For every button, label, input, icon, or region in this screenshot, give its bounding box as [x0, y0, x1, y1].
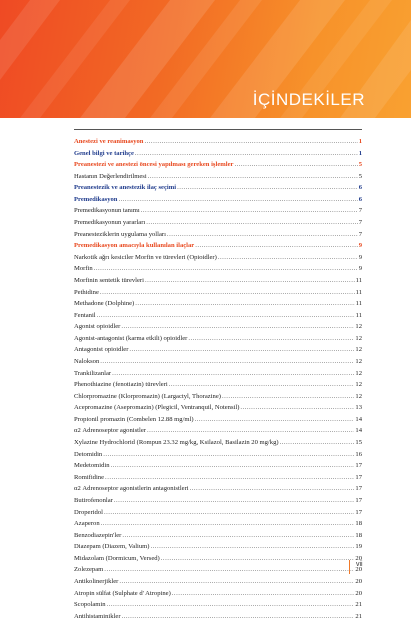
- toc-entry[interactable]: [74, 495, 362, 507]
- toc-leader-dots: [195, 414, 355, 426]
- toc-entry-title: Acepromazine (Asepromazin) (Plegicil, Ventranquil, Notensil): [74, 404, 240, 412]
- toc-entry-page: 21: [355, 612, 362, 620]
- toc-entry[interactable]: [74, 148, 362, 160]
- toc-entry-title: Scopolamin: [74, 601, 106, 609]
- toc-leader-dots: [112, 368, 354, 380]
- toc-entry-title: α2 Adrenoseptor agonistler: [74, 427, 146, 435]
- toc-entry[interactable]: [74, 217, 362, 229]
- toc-entry-page: 9: [358, 242, 362, 250]
- toc-entry[interactable]: [74, 344, 362, 356]
- toc-leader-dots: [151, 541, 355, 553]
- toc-entry[interactable]: [74, 576, 362, 588]
- toc-entry[interactable]: [74, 553, 362, 565]
- toc-entry-page: 12: [355, 381, 362, 389]
- toc-entry[interactable]: [74, 298, 362, 310]
- toc-entry-title: Butirofenonlar: [74, 496, 113, 504]
- toc-entry-page: 20: [355, 554, 362, 562]
- toc-entry-page: 16: [355, 450, 362, 458]
- toc-entry-page: 19: [355, 543, 362, 551]
- toc-entry-title: Midazolam (Dormicum, Versed): [74, 554, 160, 562]
- toc-entry-page: 11: [355, 311, 362, 319]
- toc-leader-dots: [177, 182, 358, 194]
- toc-entry[interactable]: [74, 356, 362, 368]
- toc-entry-page: 9: [358, 253, 362, 261]
- toc-entry-title: Benzodiazepin'ler: [74, 531, 122, 539]
- toc-entry-title: Preanestezi ve anestezi öncesi yapılması gereken işlemler: [74, 161, 234, 169]
- toc-leader-dots: [104, 564, 354, 576]
- toc-entry[interactable]: [74, 252, 362, 264]
- footer-accent-bar: [349, 560, 350, 574]
- toc-entry-page: 11: [355, 288, 362, 296]
- toc-entry[interactable]: [74, 564, 362, 576]
- toc-entry-title: Diazepam (Diazem, Valium): [74, 543, 150, 551]
- toc-entry-page: 12: [355, 392, 362, 400]
- toc-entry[interactable]: [74, 611, 362, 622]
- toc-entry-title: Fentanil: [74, 311, 96, 319]
- toc-entry-page: 17: [355, 462, 362, 470]
- toc-entry[interactable]: [74, 287, 362, 299]
- toc-entry[interactable]: [74, 263, 362, 275]
- toc-entry-title: Premedikasyon: [74, 195, 118, 203]
- toc-entry-page: 18: [355, 531, 362, 539]
- toc-leader-dots: [122, 611, 355, 622]
- toc-entry-page: 15: [355, 439, 362, 447]
- toc-leader-dots: [101, 518, 355, 530]
- toc-leader-dots: [104, 507, 354, 519]
- toc-entry[interactable]: [74, 472, 362, 484]
- toc-leader-dots: [234, 159, 357, 171]
- toc-entry[interactable]: [74, 518, 362, 530]
- toc-leader-dots: [129, 344, 354, 356]
- toc-entry[interactable]: [74, 171, 362, 183]
- toc-leader-dots: [146, 217, 357, 229]
- page-number: vii: [356, 561, 363, 568]
- toc-entry[interactable]: [74, 321, 362, 333]
- toc-entry-title: Romifidine: [74, 473, 105, 481]
- toc-leader-dots: [103, 449, 354, 461]
- toc-leader-dots: [121, 321, 354, 333]
- toc-leader-dots: [107, 599, 355, 611]
- toc-entry[interactable]: [74, 437, 362, 449]
- toc-entry[interactable]: [74, 275, 362, 287]
- toc-leader-dots: [222, 391, 354, 403]
- toc-leader-dots: [188, 333, 354, 345]
- toc-entry[interactable]: [74, 182, 362, 194]
- toc-leader-dots: [190, 483, 355, 495]
- toc-entry-title: Medetomidin: [74, 462, 110, 470]
- toc-entry[interactable]: [74, 391, 362, 403]
- toc-entry-page: 12: [355, 334, 362, 342]
- toc-entry-page: 11: [355, 300, 362, 308]
- toc-leader-dots: [240, 402, 354, 414]
- toc-entry[interactable]: [74, 159, 362, 171]
- toc-entry-title: Narkotik ağrı kesiciler Morfin ve türevleri (Opioidler): [74, 253, 217, 261]
- toc-entry-title: Preanesteziklerin uygulama yolları: [74, 230, 166, 238]
- toc-entry-title: Pethidine: [74, 288, 99, 296]
- toc-entry-page: 20: [355, 589, 362, 597]
- toc-entry[interactable]: [74, 194, 362, 206]
- toc-leader-dots: [119, 576, 354, 588]
- toc-entry-title: Methadone (Dolphine): [74, 300, 135, 308]
- toc-leader-dots: [100, 356, 354, 368]
- toc-entry[interactable]: [74, 240, 362, 252]
- toc-entry-page: 13: [355, 404, 362, 412]
- toc-top-rule: [74, 129, 362, 130]
- toc-entry-title: Atropin sülfat (Sulphate d' Atropine): [74, 589, 171, 597]
- toc-leader-dots: [169, 379, 355, 391]
- toc-leader-dots: [145, 275, 355, 287]
- toc-entry-title: Premedikasyon amacıyla kullanılan ilaçlar: [74, 242, 195, 250]
- toc-entry-page: 20: [355, 566, 362, 574]
- toc-entry-title: Trankilizanlar: [74, 369, 112, 377]
- toc-entry[interactable]: [74, 588, 362, 600]
- toc-leader-dots: [195, 240, 357, 252]
- toc-entry-page: 20: [355, 577, 362, 585]
- toc-entry-title: Chlorpromazine (Klorpromazin) (Largactyl, Thorazine): [74, 392, 221, 400]
- toc-entry[interactable]: [74, 229, 362, 241]
- toc-entry[interactable]: [74, 541, 362, 553]
- toc-entry-title: Anestezi ve reanimasyon: [74, 138, 144, 145]
- toc-leader-dots: [141, 205, 358, 217]
- toc-leader-dots: [135, 298, 354, 310]
- header-banner: [0, 0, 411, 118]
- toc-entry-page: 17: [355, 508, 362, 516]
- toc-entry-page: 12: [355, 357, 362, 365]
- toc-entry-page: 18: [355, 520, 362, 528]
- toc-entry-title: Nalokson: [74, 357, 100, 365]
- toc-leader-dots: [135, 148, 358, 160]
- toc-entry-title: Morfin: [74, 265, 93, 273]
- toc-entry-page: 6: [358, 195, 362, 203]
- toc-leader-dots: [100, 287, 355, 299]
- toc-leader-dots: [111, 460, 355, 472]
- toc-entry[interactable]: [74, 136, 362, 148]
- toc-entry[interactable]: [74, 460, 362, 472]
- toc-entry-page: 1: [358, 149, 362, 157]
- toc-entry-title: Agonist-antagonist (karma etkili) opioidler: [74, 334, 188, 342]
- toc-entry-page: 17: [355, 473, 362, 481]
- toc-entry-title: α2 Adrenoseptor agonistlerin antagonistleri: [74, 485, 189, 493]
- toc-entry[interactable]: [74, 530, 362, 542]
- toc-entry[interactable]: [74, 205, 362, 217]
- toc-entry-page: 14: [355, 415, 362, 423]
- toc-entry-title: Preanestezik ve anestezik ilaç seçimi: [74, 184, 177, 192]
- toc-entry-title: Propionil promazin (Combelen 12.88 mg/ml): [74, 415, 194, 423]
- toc-entry-title: Genel bilgi ve tarihçe: [74, 149, 134, 157]
- toc-entry[interactable]: [74, 414, 362, 426]
- toc-entry[interactable]: [74, 599, 362, 611]
- toc-entry-title: Xylazine Hydrochlorid (Rompun 23.32 mg/kg, Ksilazol, Basilazin 20 mg/kg): [74, 439, 279, 447]
- toc-entry-title: Hastanın Değerlendirilmesi: [74, 172, 147, 180]
- toc-entry-page: 21: [355, 601, 362, 609]
- toc-entry-title: Agonist opioidler: [74, 323, 121, 331]
- toc-leader-dots: [148, 171, 358, 183]
- toc-leader-dots: [105, 472, 354, 484]
- toc-entry-page: 5: [358, 172, 362, 180]
- toc-entry[interactable]: [74, 402, 362, 414]
- toc-entry-title: Premedikasyonun yararları: [74, 219, 146, 227]
- toc-entry-title: Detomidin: [74, 450, 103, 458]
- toc-entry[interactable]: [74, 333, 362, 345]
- toc-entry-page: 7: [358, 207, 362, 215]
- page-title: İÇİNDEKİLER: [252, 90, 365, 109]
- toc-entry-page: 12: [355, 323, 362, 331]
- toc-entry[interactable]: [74, 449, 362, 461]
- toc-entry-page: 1: [358, 138, 362, 145]
- toc-entry-title: Antagonist opioidler: [74, 346, 129, 354]
- toc-entry-page: 14: [355, 427, 362, 435]
- toc-entry-page: 17: [355, 496, 362, 504]
- toc-entry-title: Antihistaminikler: [74, 612, 121, 620]
- toc-entry[interactable]: [74, 368, 362, 380]
- toc-entry-page: 11: [355, 276, 362, 284]
- toc-entry-title: Zolezepam: [74, 566, 104, 574]
- toc-entry-title: Droperidol: [74, 508, 103, 516]
- toc-entry-page: 9: [358, 265, 362, 273]
- toc-leader-dots: [122, 530, 354, 542]
- toc-leader-dots: [147, 425, 354, 437]
- toc-leader-dots: [97, 310, 355, 322]
- toc-entry[interactable]: [74, 483, 362, 495]
- toc-entry-page: 5: [358, 161, 362, 169]
- toc-entry-page: 17: [355, 485, 362, 493]
- toc-entry-title: Antikolinerjikler: [74, 577, 119, 585]
- toc-entry-page: 6: [358, 184, 362, 192]
- toc-entry-page: 7: [358, 230, 362, 238]
- table-of-contents: [74, 136, 362, 622]
- toc-leader-dots: [144, 136, 357, 148]
- toc-entry-title: Phenothiazine (fenotiazin) türevleri: [74, 381, 168, 389]
- toc-entry[interactable]: [74, 507, 362, 519]
- toc-leader-dots: [167, 229, 358, 241]
- toc-entry-page: 12: [355, 369, 362, 377]
- toc-entry-title: Premedikasyonun tanımı: [74, 207, 140, 215]
- toc-leader-dots: [218, 252, 358, 264]
- toc-entry-title: Morfinin sentetik türevleri: [74, 276, 144, 284]
- toc-leader-dots: [161, 553, 355, 565]
- toc-entry-page: 7: [358, 219, 362, 227]
- toc-entry-page: 12: [355, 346, 362, 354]
- toc-leader-dots: [114, 495, 355, 507]
- toc-entry[interactable]: [74, 310, 362, 322]
- toc-leader-dots: [280, 437, 355, 449]
- toc-entry-title: Azaperon: [74, 520, 100, 528]
- toc-leader-dots: [172, 588, 355, 600]
- toc-leader-dots: [118, 194, 357, 206]
- toc-leader-dots: [94, 263, 358, 275]
- toc-entry[interactable]: [74, 379, 362, 391]
- toc-entry[interactable]: [74, 425, 362, 437]
